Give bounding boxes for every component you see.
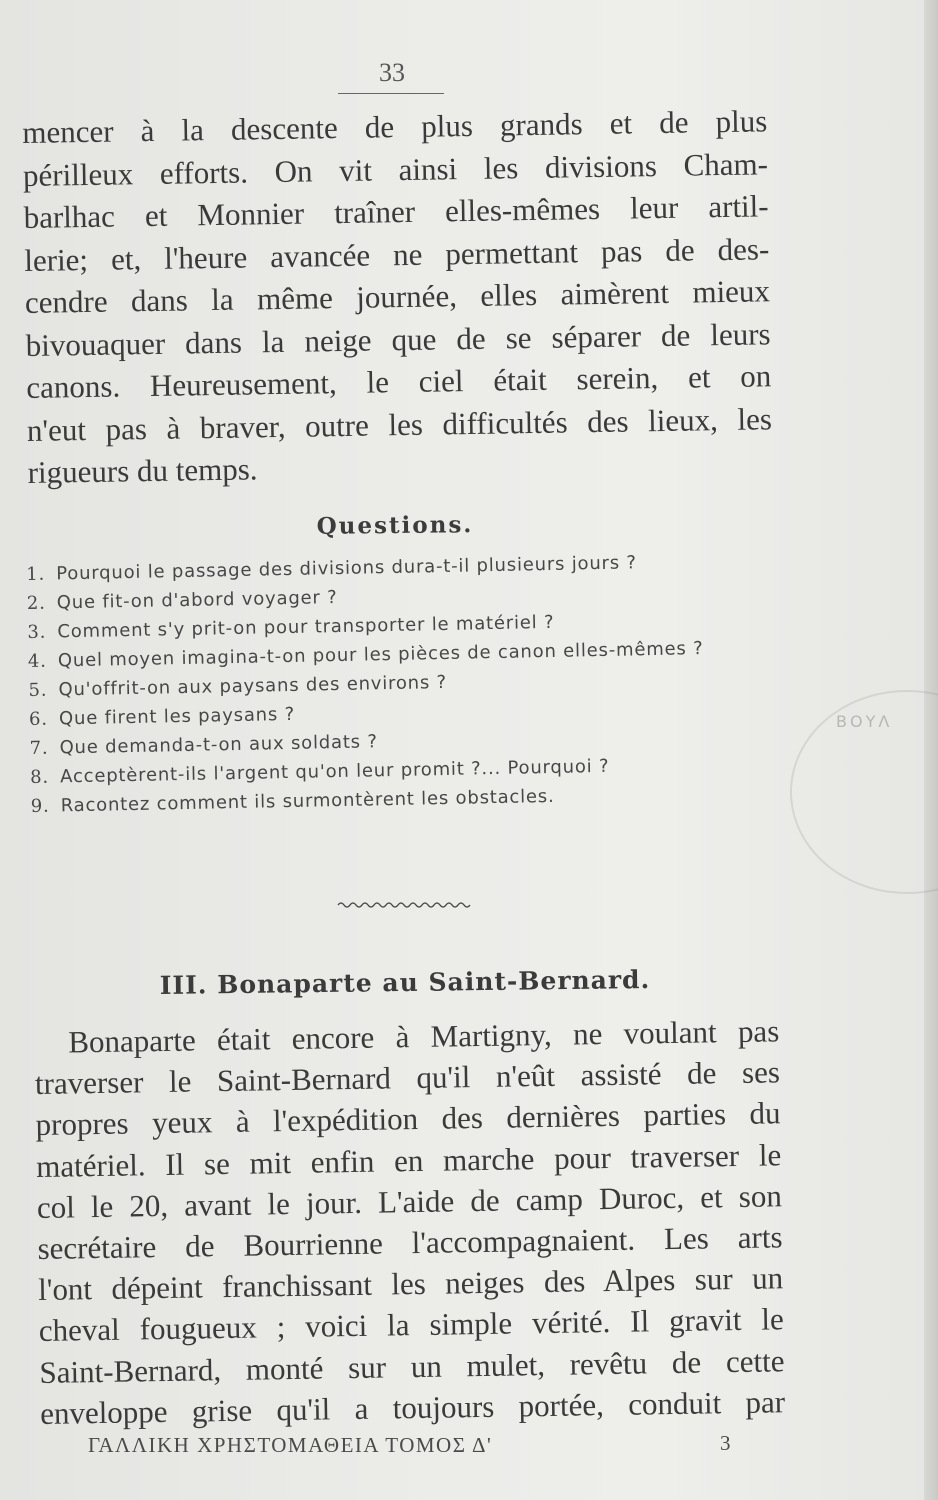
question-text: Que fit-on d'abord voyager ? [56, 587, 338, 614]
text-line: barlhac et Monnier traîner elles-mêmes leur artil- [23, 188, 769, 235]
questions-heading: Questions. [316, 511, 474, 540]
question-text: Que demanda-t-on aux soldats ? [59, 731, 378, 759]
text-line: cendre dans la même journée, elles aimèrent mieux [24, 273, 771, 320]
question-text: Acceptèrent-ils l'argent qu'on leur promit ?... Pourquoi ? [59, 755, 610, 788]
question-number: 5. [28, 679, 48, 701]
text-line: Bonaparte était encore à Martigny, ne voulant pas [68, 1013, 780, 1060]
question-text: Qu'offrit-on aux paysans des environs ? [58, 671, 448, 701]
question-text: Racontez comment ils surmontèrent les obstacles. [60, 785, 555, 817]
paragraph-bonaparte [34, 1010, 785, 1434]
question-number: 6. [28, 708, 49, 730]
text-line: mencer à la descente de plus grands et de plus [22, 103, 768, 150]
question-number: 9. [30, 795, 50, 817]
text-line: Saint-Bernard, monté sur un mulet, revêtu de cette [39, 1342, 785, 1390]
text-line: secrétaire de Bourrienne l'accompagnaient. Les arts [37, 1219, 783, 1266]
footer-signature-mark: 3 [720, 1431, 732, 1455]
page-footer [88, 1433, 768, 1469]
question-text: Que firent les paysans ? [58, 703, 296, 730]
text-line: matériel. Il se mit enfin en marche pour traverser le [35, 1136, 782, 1184]
question-number: 2. [26, 592, 46, 614]
text-line: bivouaquer dans la neige que de se séparer de leurs [25, 315, 771, 363]
question-text: Pourquoi le passage des divisions dura-t-il plusieurs jours ? [56, 552, 638, 585]
section-heading: III. Bonaparte au Saint-Bernard. [159, 965, 651, 1000]
page-number: 33 [379, 58, 405, 87]
question-text: Comment s'y prit-on pour transporter le matériel ? [57, 611, 555, 643]
wavy-separator [336, 898, 476, 912]
footer-book-title: ΓΑΛΛΙΚΗ ΧΡΗΣΤΟΜΑΘΕΙΑ ΤΟΜΟΣ Δ' [88, 1433, 493, 1457]
question-number: 4. [27, 650, 47, 672]
question-text: Quel moyen imagina-t-on pour les pièces de canon elles-mêmes ? [57, 638, 704, 672]
text-line: col le 20, avant le jour. L'aide de camp Duroc, et son [36, 1178, 783, 1225]
text-line: canons. Heureusement, le ciel était serein, et on [26, 358, 772, 405]
text-line: enveloppe grise qu'il a toujours portée, conduit par [39, 1384, 786, 1431]
question-number: 8. [29, 766, 50, 788]
text-line: cheval fougueux ; voici la simple vérité. Il gravit le [38, 1301, 785, 1349]
questions-list [26, 545, 791, 821]
text-line: propres yeux à l'expédition des dernières parties du [35, 1095, 781, 1143]
paragraph-continuation [22, 100, 773, 494]
text-line: traverser le Saint-Bernard qu'il n'eût assisté de ses [34, 1054, 781, 1102]
question-number: 1. [26, 563, 46, 585]
question-number: 3. [27, 621, 47, 643]
text-line: périlleux efforts. On vit ainsi les divisions Cham- [22, 145, 769, 193]
text-line: rigueurs du temps. [27, 451, 258, 490]
text-line: lerie; et, l'heure avancée ne permettant pas de des- [24, 230, 770, 278]
text-line: l'ont dépeint franchissant les neiges des Alpes sur un [37, 1260, 784, 1308]
question-number: 7. [29, 737, 49, 759]
library-stamp-text: ΒΟΥΛ [836, 712, 893, 731]
text-line: n'eut pas à braver, outre les difficultés des lieux, les [26, 400, 773, 448]
page-number-rule [338, 93, 444, 94]
